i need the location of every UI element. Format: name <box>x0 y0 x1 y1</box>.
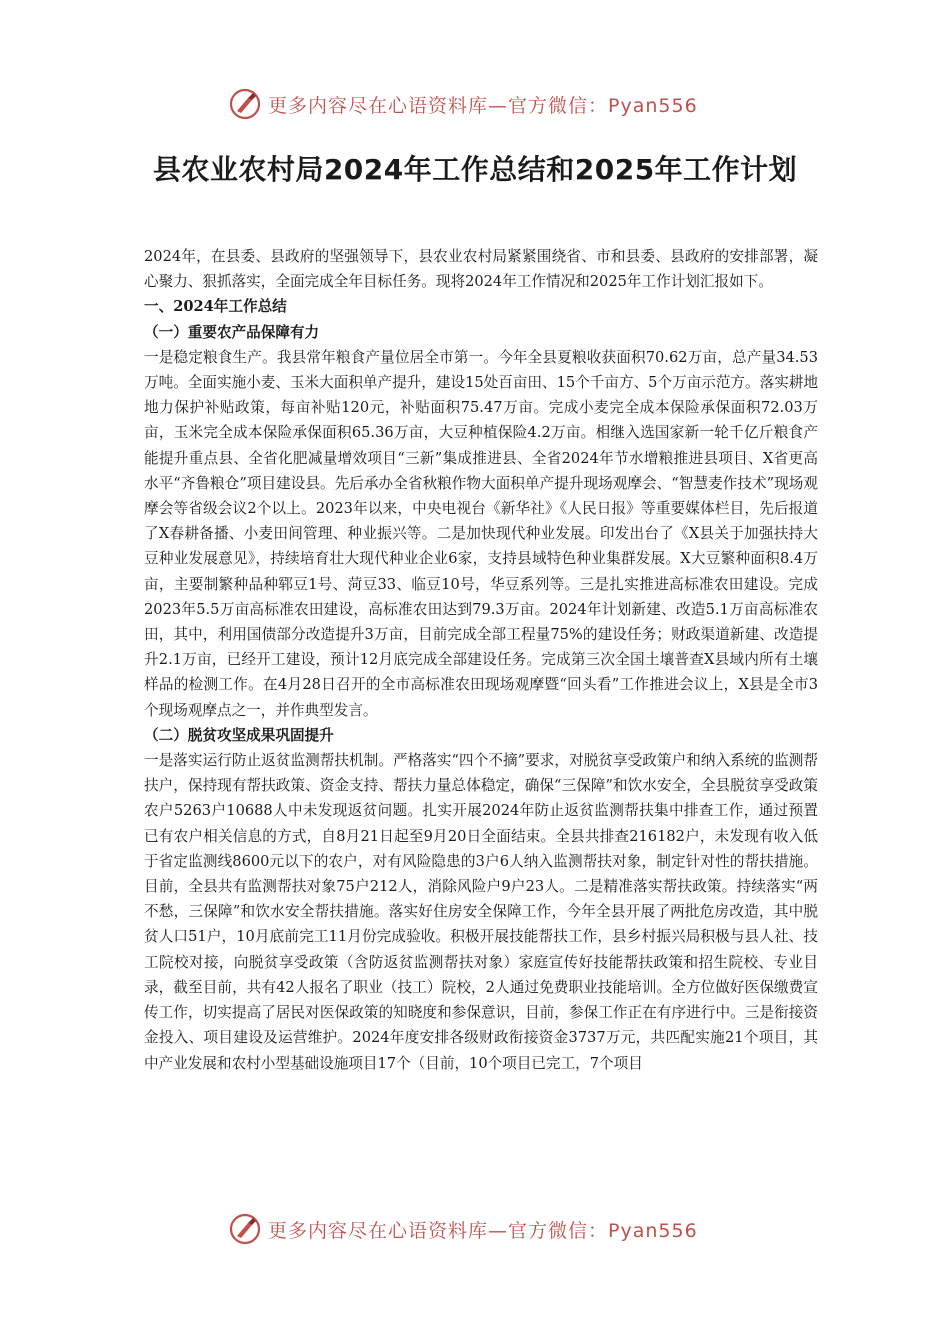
subsection-heading-1: （一）重要农产品保障有力 <box>144 323 320 341</box>
subsection-2-paragraph: 一是落实运行防止返贫监测帮扶机制。严格落实“四个不摘”要求，对脱贫享受政策户和纳入系统的监测帮扶户，保持现有帮扶政策、资金支持、帮扶力量总体稳定，确保“三保障”和饮水安全，全县脱贫享受政策农户5263户10688人中未发现返贫问题。扎实开展2024年防止返贫监测帮扶集中排查工作，通过预置已有农户相关信息的方式，自8月21日起至9月20日全面结束。全县共排查216182户，未发现有收入低于省定监测线8600元以下的农户，对有风险隐患的3户6人纳入监测帮扶对象，制定针对性的帮扶措施。目前，全县共有监测帮扶对象75户212人，消除风险户9户23人。二是精准落实帮扶政策。持续落实“两不愁，三保障”和饮水安全帮扶措施。落实好住房安全保障工作，今年全县开展了两批危房改造，其中脱贫人口51户，10月底前完工11月份完成验收。积极开展技能帮扶工作，县乡村振兴局积极与县人社、技工院校对接，向脱贫享受政策（含防返贫监测帮扶对象）家庭宣传好技能帮扶政策和招生院校、专业目录，截至目前，共有42人报名了职业（技工）院校，2人通过免费职业技能培训。全方位做好医保缴费宣传工作，切实提高了居民对医保政策的知晓度和参保意识，目前，参保工作正在有序进行中。三是衔接资金投入、项目建设及运营维护。2024年度安排各级财政衔接资金3737万元，共匹配实施21个项目，其中产业发展和农村小型基础设施项目17个（目前，10个项目已完工，7个项目 <box>144 752 818 1072</box>
watermark-header <box>228 84 748 124</box>
watermark-text: 更多内容尽在心语资料库—官方微信：Pyan556 <box>268 1219 698 1242</box>
subsection-1-paragraph: 一是稳定粮食生产。我县常年粮食产量位居全市第一。今年全县夏粮收获面积70.62万亩，总产量34.53万吨。全面实施小麦、玉米大面积单产提升，建设15处百亩田、15个千亩方、5个万亩示范方。落实耕地地力保护补贴政策，每亩补贴120元，补贴面积75.47万亩。完成小麦完全成本保险承保面积72.03万亩，玉米完全成本保险承保面积65.36万亩，大豆种植保险4.2万亩。相继入选国家新一轮千亿斤粮食产能提升重点县、全省化肥减量增效项目“三新”集成推进县、全省2024年节水增粮推进县项目、X省更高水平“齐鲁粮仓”项目建设县。先后承办全省秋粮作物大面积单产提升现场观摩会、“智慧麦作技术”现场观摩会等省级会议2个以上。2023年以来，中央电视台《新华社》《人民日报》等重要媒体栏目，先后报道了X春耕备播、小麦田间管理、种业振兴等。二是加快现代种业发展。印发出台了《X县关于加强扶持大豆种业发展意见》，持续培育壮大现代种业企业6家，支持县域特色种业集群发展。X大豆繁种面积8.4万亩，主要制繁种品种郓豆1号、菏豆33、临豆10号，华豆系列等。三是扎实推进高标准农田建设。完成2023年5.5万亩高标准农田建设，高标准农田达到79.3万亩。2024年计划新建、改造5.1万亩高标准农田，其中，利用国债部分改造提升3万亩，目前完成全部工程量75%的建设任务；财政渠道新建、改造提升2.1万亩，已经开工建设，预计12月底完成全部建设任务。完成第三次全国土壤普查X县域内所有土壤样品的检测工作。在4月28日召开的全市高标准农田现场观摩暨“回头看”工作推进会议上，X县是全市3个现场观摩点之一，并作典型发言。 <box>144 348 818 719</box>
watermark-footer <box>228 1209 748 1249</box>
watermark-text: 更多内容尽在心语资料库—官方微信：Pyan556 <box>268 94 698 117</box>
document-title: 县农业农村局2024年工作总结和2025年工作计划 <box>152 153 798 186</box>
section-heading-1: 一、2024年工作总结 <box>144 298 287 316</box>
intro-paragraph: 2024年，在县委、县政府的坚强领导下，县农业农村局紧紧围绕省、市和县委、县政府的安排部署，凝心聚力、狠抓落实，全面完成全年目标任务。现将2024年工作情况和2025年工作计划汇报如下。 <box>144 248 818 291</box>
watermark-logo-icon <box>228 1212 262 1246</box>
document-body <box>144 244 818 1076</box>
subsection-heading-2: （二）脱贫攻坚成果巩固提升 <box>144 726 334 744</box>
watermark-logo-icon <box>228 87 262 121</box>
